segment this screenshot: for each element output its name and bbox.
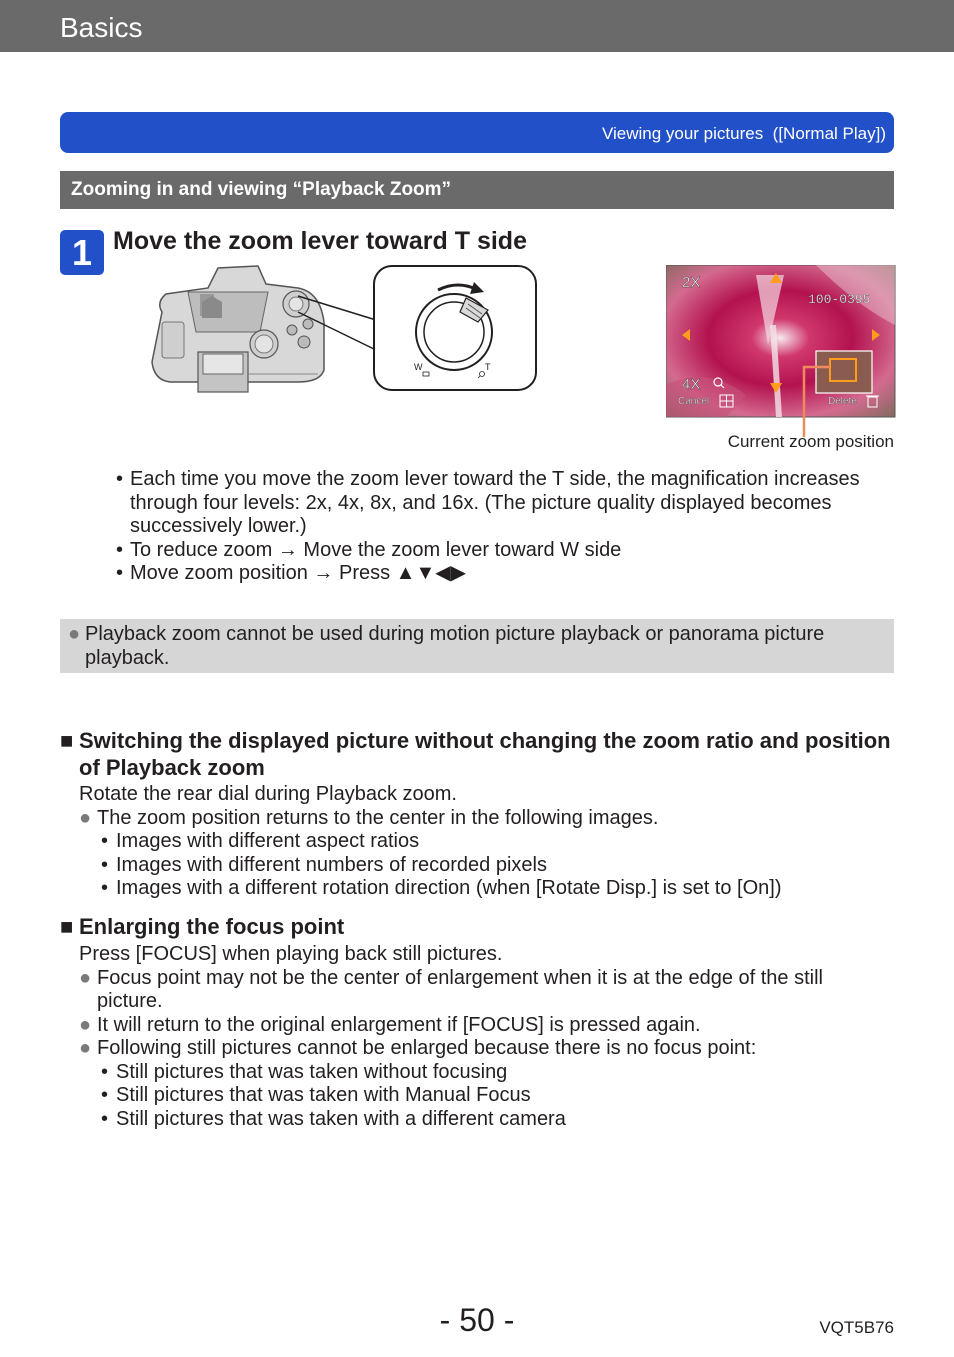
- document-code: VQT5B76: [819, 1318, 894, 1337]
- list-item: [116, 539, 896, 563]
- square-marker: ■: [60, 728, 74, 753]
- page-number: - 50 -: [439, 1302, 515, 1338]
- step-title: Move the zoom lever toward T side: [113, 227, 527, 255]
- list-item-text: The zoom position returns to the center in the following images.: [97, 806, 659, 829]
- bullet-marker: •: [101, 830, 109, 852]
- switching-heading: [60, 727, 894, 781]
- step-number-badge: 1: [60, 230, 104, 275]
- note-body: Playback zoom cannot be used during motion picture playback or panorama picture playback.: [85, 623, 825, 669]
- paragraph: Rotate the rear dial during Playback zoom.: [79, 783, 457, 805]
- note-text: [68, 622, 884, 670]
- focus-body: [79, 943, 894, 1131]
- playback-zoom-screen: [666, 265, 896, 445]
- sub-list-item: [79, 1061, 894, 1085]
- screen-file-number: 100-0395: [808, 292, 871, 307]
- square-marker: ■: [60, 914, 74, 939]
- camera-body-icon: [152, 266, 324, 392]
- screen-delete-label: Delete: [828, 396, 857, 407]
- bullet-marker: •: [101, 877, 109, 899]
- note-box: [60, 619, 894, 673]
- sub-list-item: [79, 1084, 894, 1108]
- list-item: [116, 562, 896, 586]
- sub-list-item: [79, 854, 894, 878]
- disc-marker: ●: [79, 1013, 92, 1036]
- list-item-text: Images with a different rotation direction (when [Rotate Disp.] is set to [On]): [116, 877, 782, 899]
- focus-heading: [60, 913, 894, 940]
- switching-body: [79, 783, 894, 901]
- lever-w-label: W: [414, 362, 423, 372]
- section-title: Zooming in and viewing “Playback Zoom”: [71, 179, 452, 200]
- list-item-text: Following still pictures cannot be enlarged because there is no focus point:: [97, 1037, 757, 1059]
- list-item-text: Still pictures that was taken without focusing: [116, 1060, 508, 1083]
- list-item-text: Focus point may not be the center of enlargement when it is at the edge of the still picture.: [97, 966, 823, 1012]
- list-item-text: Each time you move the zoom lever toward the T side, the magnification increases through four levels: 2x, 4x, 8x, and 16x. (The picture quality displayed becomes successively lower.): [130, 468, 860, 538]
- camera-zoom-lever-illustration: [148, 262, 540, 394]
- breadcrumb-link[interactable]: Viewing your pictures ([Normal Play]): [601, 124, 886, 143]
- zoom-position-caption: Current zoom position: [727, 432, 894, 451]
- list-item-text: Images with different numbers of recorded pixels: [116, 853, 547, 876]
- list-item-text: It will return to the original enlargement if [FOCUS] is pressed again.: [97, 1013, 701, 1036]
- bullet-marker: •: [116, 538, 124, 561]
- bullet-marker: •: [116, 562, 124, 585]
- bullet-marker: •: [101, 853, 109, 876]
- bullet-marker: •: [101, 1084, 109, 1106]
- list-item-text: Still pictures that was taken with a different camera: [116, 1107, 566, 1130]
- list-item: [79, 1037, 894, 1061]
- switching-heading-text: Switching the displayed picture without changing the zoom ratio and position of Playback zoom: [79, 728, 891, 780]
- step-bullet-list: [116, 468, 896, 586]
- bullet-marker: •: [101, 1060, 109, 1083]
- section-header: [60, 171, 894, 209]
- list-item-text: Move zoom position → Press ▲▼◀▶: [130, 562, 467, 585]
- sub-list-item: [79, 830, 894, 854]
- list-item-text: To reduce zoom → Move the zoom lever toward W side: [130, 538, 622, 561]
- bullet-marker: •: [116, 468, 124, 490]
- disc-marker: ●: [79, 1037, 92, 1059]
- list-item: [79, 967, 894, 1014]
- breadcrumb-bar[interactable]: [60, 112, 894, 153]
- sub-list-item: [79, 1108, 894, 1132]
- header-bar: [0, 0, 954, 52]
- list-item: [79, 807, 894, 831]
- list-item-text: Still pictures that was taken with Manual Focus: [116, 1084, 531, 1106]
- screen-zoom-level: 2X: [682, 274, 701, 291]
- sub-list-item: [79, 877, 894, 901]
- disc-marker: ●: [79, 806, 92, 829]
- screen-zoom-next: 4X: [682, 376, 701, 393]
- page-title: Basics: [60, 12, 143, 43]
- disc-marker: ●: [68, 623, 81, 645]
- zoom-position-map: [816, 351, 872, 393]
- disc-marker: ●: [79, 966, 92, 989]
- list-item: [116, 468, 896, 539]
- focus-heading-text: Enlarging the focus point: [79, 914, 345, 939]
- lever-t-label: T: [485, 362, 491, 372]
- screen-cancel-label: Cancel: [678, 396, 710, 407]
- list-item-text: Images with different aspect ratios: [116, 830, 420, 852]
- paragraph: Press [FOCUS] when playing back still pictures.: [79, 943, 503, 965]
- bullet-marker: •: [101, 1107, 109, 1130]
- list-item: [79, 1014, 894, 1038]
